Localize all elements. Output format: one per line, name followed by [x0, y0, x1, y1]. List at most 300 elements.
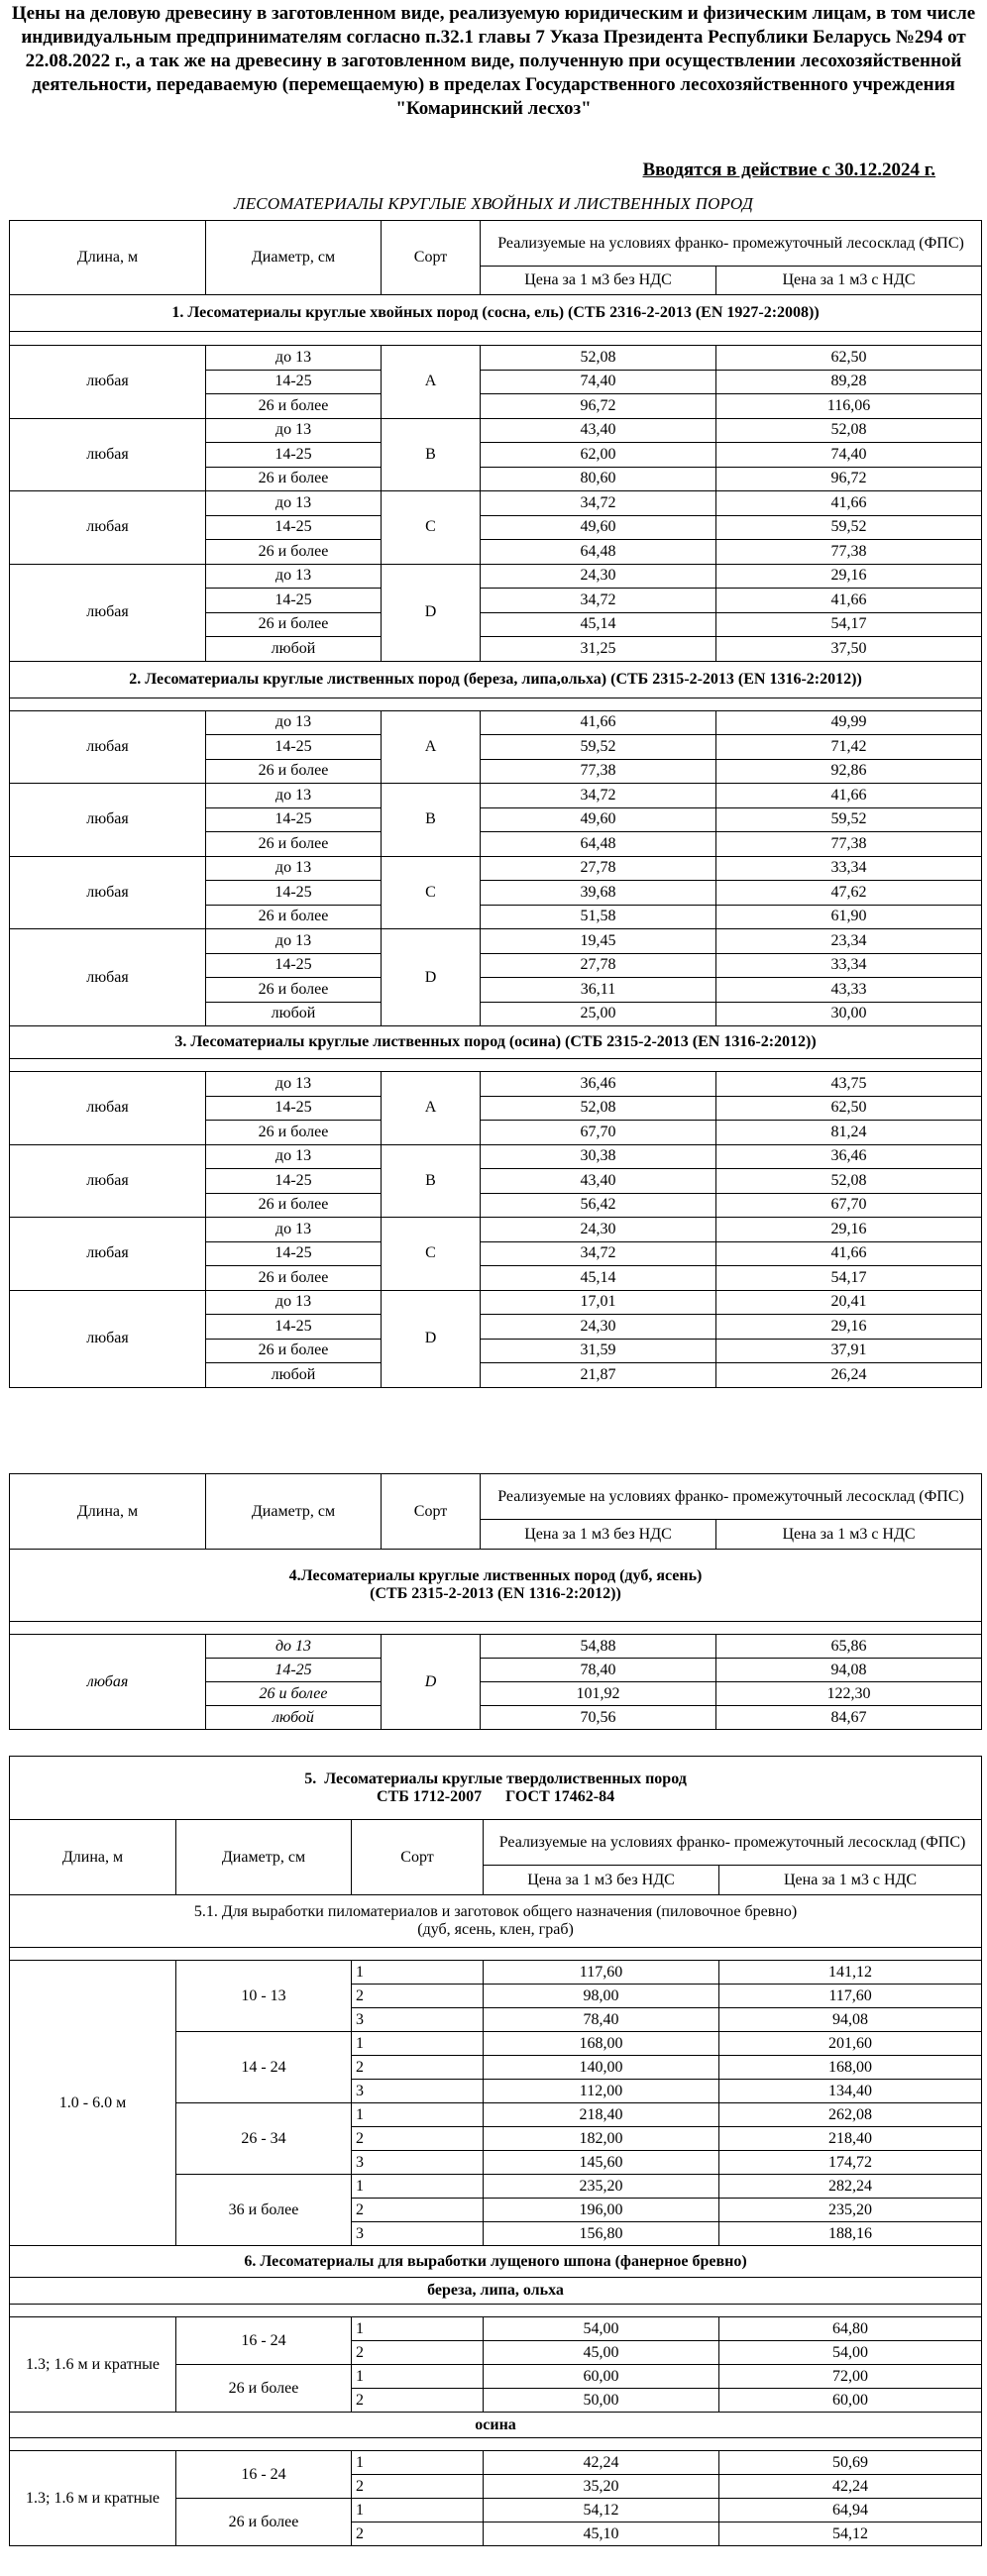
price-no-vat-cell: 168,00 [484, 2032, 719, 2056]
length-cell: любая [10, 710, 206, 784]
section-title-row [10, 1550, 982, 1622]
price-vat-cell: 41,66 [716, 491, 982, 516]
effective-date: Вводятся в действие с 30.12.2024 г. [642, 160, 935, 180]
price-row [10, 929, 982, 954]
section-5-1-title [10, 1895, 982, 1948]
grade-cell: 1 [352, 2451, 484, 2475]
grade-cell: B [382, 418, 481, 491]
header-row [10, 1474, 982, 1520]
header-price-vat: Цена за 1 м3 с НДС [716, 1520, 982, 1550]
price-row [10, 1635, 982, 1659]
price-row [10, 710, 982, 735]
price-no-vat-cell: 27,78 [481, 953, 716, 978]
species-row [10, 2278, 982, 2305]
price-vat-cell: 134,40 [719, 2080, 982, 2103]
price-row [10, 2317, 982, 2341]
price-vat-cell: 67,70 [716, 1193, 982, 1218]
diameter-cell: 14-25 [206, 1169, 382, 1194]
header-price-no-vat: Цена за 1 м3 без НДС [481, 1520, 716, 1550]
price-vat-cell: 42,24 [719, 2475, 982, 2499]
price-no-vat-cell: 52,08 [481, 346, 716, 371]
price-no-vat-cell: 45,10 [484, 2522, 719, 2546]
length-cell: любая [10, 1290, 206, 1387]
price-vat-cell: 84,67 [716, 1706, 982, 1730]
price-vat-cell: 201,60 [719, 2032, 982, 2056]
price-no-vat-cell: 34,72 [481, 1241, 716, 1266]
section-5-title-line2: СТБ 1712-2007 ГОСТ 17462-84 [376, 1787, 615, 1805]
section-title-row [10, 1757, 982, 1820]
price-no-vat-cell: 235,20 [484, 2175, 719, 2199]
price-vat-cell: 64,94 [719, 2499, 982, 2522]
diameter-cell: 14-25 [206, 881, 382, 906]
price-vat-cell: 43,75 [716, 1072, 982, 1097]
price-vat-cell: 54,17 [716, 1266, 982, 1291]
subsection-row [10, 1895, 982, 1948]
grade-cell: C [382, 1218, 481, 1291]
price-no-vat-cell: 78,40 [484, 2008, 719, 2032]
price-no-vat-cell: 156,80 [484, 2222, 719, 2246]
spacer-row [10, 1622, 982, 1635]
header-fps: Реализуемые на условиях франко- промежуточный лесосклад (ФПС) [481, 1474, 982, 1520]
section-5-title [10, 1757, 982, 1820]
grade-cell: D [382, 1290, 481, 1387]
species-label: береза, липа, ольха [10, 2278, 982, 2305]
header-length: Длина, м [10, 221, 206, 295]
diameter-cell: 14-25 [206, 735, 382, 760]
price-no-vat-cell: 35,20 [484, 2475, 719, 2499]
grade-cell: 2 [352, 2522, 484, 2546]
price-row [10, 1290, 982, 1315]
spacer-row [10, 332, 982, 346]
diameter-cell: любой [206, 1002, 382, 1026]
diameter-cell: 16 - 24 [176, 2451, 352, 2499]
price-vat-cell: 62,50 [716, 346, 982, 371]
diameter-cell: 14-25 [206, 443, 382, 468]
price-vat-cell: 54,17 [716, 612, 982, 637]
table-section-4 [9, 1473, 982, 1730]
grade-cell: 2 [352, 2127, 484, 2151]
price-no-vat-cell: 62,00 [481, 443, 716, 468]
price-no-vat-cell: 64,48 [481, 540, 716, 565]
price-vat-cell: 37,91 [716, 1339, 982, 1363]
price-row [10, 418, 982, 443]
price-vat-cell: 94,08 [716, 1659, 982, 1682]
diameter-cell: до 13 [206, 418, 382, 443]
spacer-row [10, 1948, 982, 1961]
length-cell: 1.0 - 6.0 м [10, 1961, 176, 2246]
grade-cell: 3 [352, 2151, 484, 2175]
price-vat-cell: 59,52 [716, 807, 982, 832]
price-no-vat-cell: 98,00 [484, 1985, 719, 2008]
price-no-vat-cell: 101,92 [481, 1682, 716, 1706]
price-no-vat-cell: 67,70 [481, 1121, 716, 1145]
length-cell: любая [10, 784, 206, 857]
species-row [10, 2413, 982, 2438]
price-no-vat-cell: 24,30 [481, 1315, 716, 1340]
section-5-1-line1: 5.1. Для выработки пиломатериалов и заготовок общего назначения (пиловочное бревно) [193, 1903, 798, 1921]
price-no-vat-cell: 39,68 [481, 881, 716, 906]
section-4-title [10, 1550, 982, 1622]
section-5-1-line2: (дуб, ясень, клен, граб) [417, 1921, 574, 1938]
grade-cell: 1 [352, 2317, 484, 2341]
header-price-no-vat: Цена за 1 м3 без НДС [481, 267, 716, 295]
table-sections-5-6 [9, 1756, 982, 2546]
price-row [10, 2451, 982, 2475]
price-vat-cell: 29,16 [716, 1218, 982, 1242]
price-vat-cell: 54,12 [719, 2522, 982, 2546]
grade-cell: 2 [352, 2056, 484, 2080]
spacer-cell [10, 1059, 982, 1072]
diameter-cell: 36 и более [176, 2175, 352, 2246]
header-price-vat: Цена за 1 м3 с НДС [719, 1866, 982, 1895]
header-grade: Сорт [382, 221, 481, 295]
price-vat-cell: 29,16 [716, 1315, 982, 1340]
price-no-vat-cell: 41,66 [481, 710, 716, 735]
price-vat-cell: 77,38 [716, 832, 982, 857]
header-length: Длина, м [10, 1474, 206, 1550]
price-row [10, 784, 982, 808]
price-vat-cell: 235,20 [719, 2199, 982, 2222]
grade-cell: B [382, 784, 481, 857]
spacer-cell [10, 332, 982, 346]
price-row [10, 1144, 982, 1169]
price-no-vat-cell: 80,60 [481, 467, 716, 491]
price-vat-cell: 37,50 [716, 637, 982, 662]
price-vat-cell: 92,86 [716, 759, 982, 784]
grade-cell: 2 [352, 2475, 484, 2499]
grade-cell: 2 [352, 1985, 484, 2008]
price-no-vat-cell: 45,14 [481, 612, 716, 637]
diameter-cell: до 13 [206, 929, 382, 954]
price-vat-cell: 59,52 [716, 515, 982, 540]
diameter-cell: 26 и более [206, 612, 382, 637]
price-vat-cell: 218,40 [719, 2127, 982, 2151]
grade-cell: 1 [352, 2103, 484, 2127]
price-no-vat-cell: 49,60 [481, 515, 716, 540]
spacer-cell [10, 698, 982, 710]
price-vat-cell: 188,16 [719, 2222, 982, 2246]
header-price-vat: Цена за 1 м3 с НДС [716, 267, 982, 295]
price-no-vat-cell: 17,01 [481, 1290, 716, 1315]
diameter-cell: до 13 [206, 1144, 382, 1169]
diameter-cell: до 13 [206, 564, 382, 589]
price-vat-cell: 54,00 [719, 2341, 982, 2365]
diameter-cell: 26 и более [206, 1266, 382, 1291]
price-no-vat-cell: 24,30 [481, 564, 716, 589]
price-no-vat-cell: 60,00 [484, 2365, 719, 2389]
grade-cell: 1 [352, 2365, 484, 2389]
diameter-cell: 26 и более [176, 2365, 352, 2413]
diameter-cell: 16 - 24 [176, 2317, 352, 2365]
price-no-vat-cell: 24,30 [481, 1218, 716, 1242]
price-no-vat-cell: 51,58 [481, 905, 716, 929]
price-vat-cell: 33,34 [716, 856, 982, 881]
document-title: Цены на деловую древесину в заготовленном виде, реализуемую юридическим и физическим лицам, в том числе индивидуальным предпринимателям согласно п.32.1 главы 7 Указа Президента Республики Беларусь №294 от 22.08.2022 г., а так же на древесину в заготовленном виде, полученную при осуществлении лесохозяйственной деятельности, передаваемую (перемещаемую) в пределах Государственного лесохозяйственного учреждения "Комаринский лесхоз" [11, 3, 976, 119]
price-row [10, 346, 982, 371]
header-diameter: Диаметр, см [206, 1474, 382, 1550]
diameter-cell: 14-25 [206, 807, 382, 832]
price-vat-cell: 117,60 [719, 1985, 982, 2008]
price-no-vat-cell: 45,14 [481, 1266, 716, 1291]
section-title-row [10, 2246, 982, 2278]
diameter-cell: 26 - 34 [176, 2103, 352, 2175]
diameter-cell: 26 и более [206, 978, 382, 1003]
price-vat-cell: 41,66 [716, 589, 982, 613]
price-no-vat-cell: 56,42 [481, 1193, 716, 1218]
header-diameter: Диаметр, см [176, 1820, 352, 1895]
price-vat-cell: 89,28 [716, 370, 982, 394]
price-no-vat-cell: 54,12 [484, 2499, 719, 2522]
price-no-vat-cell: 45,00 [484, 2341, 719, 2365]
price-vat-cell: 29,16 [716, 564, 982, 589]
price-vat-cell: 20,41 [716, 1290, 982, 1315]
diameter-cell: 10 - 13 [176, 1961, 352, 2032]
price-vat-cell: 49,99 [716, 710, 982, 735]
price-no-vat-cell: 218,40 [484, 2103, 719, 2127]
diameter-cell: до 13 [206, 491, 382, 516]
price-no-vat-cell: 42,24 [484, 2451, 719, 2475]
price-vat-cell: 41,66 [716, 1241, 982, 1266]
grade-cell: 2 [352, 2199, 484, 2222]
price-vat-cell: 262,08 [719, 2103, 982, 2127]
diameter-cell: до 13 [206, 1290, 382, 1315]
price-vat-cell: 62,50 [716, 1096, 982, 1121]
price-no-vat-cell: 74,40 [481, 370, 716, 394]
diameter-cell: 14-25 [206, 1096, 382, 1121]
price-vat-cell: 168,00 [719, 2056, 982, 2080]
diameter-cell: любой [206, 1706, 382, 1730]
section-5-title-line1: 5. Лесоматериалы круглые твердолиственных пород [304, 1770, 687, 1787]
price-no-vat-cell: 43,40 [481, 1169, 716, 1194]
grade-cell: 1 [352, 2499, 484, 2522]
price-no-vat-cell: 49,60 [481, 807, 716, 832]
price-vat-cell: 96,72 [716, 467, 982, 491]
price-no-vat-cell: 54,00 [484, 2317, 719, 2341]
price-no-vat-cell: 59,52 [481, 735, 716, 760]
diameter-cell: 26 и более [206, 394, 382, 419]
grade-cell: A [382, 346, 481, 419]
length-cell: 1.3; 1.6 м и кратные [10, 2451, 176, 2546]
grade-cell: D [382, 564, 481, 661]
price-vat-cell: 52,08 [716, 1169, 982, 1194]
price-row [10, 564, 982, 589]
price-vat-cell: 65,86 [716, 1635, 982, 1659]
price-no-vat-cell: 112,00 [484, 2080, 719, 2103]
species-label: осина [10, 2413, 982, 2438]
table-subtitle: ЛЕСОМАТЕРИАЛЫ КРУГЛЫЕ ХВОЙНЫХ И ЛИСТВЕННЫХ ПОРОД [233, 194, 753, 213]
grade-cell: 3 [352, 2008, 484, 2032]
diameter-cell: 26 и более [206, 1193, 382, 1218]
diameter-cell: до 13 [206, 1635, 382, 1659]
price-vat-cell: 282,24 [719, 2175, 982, 2199]
price-no-vat-cell: 70,56 [481, 1706, 716, 1730]
price-vat-cell: 33,34 [716, 953, 982, 978]
grade-cell: D [382, 929, 481, 1026]
price-row [10, 856, 982, 881]
grade-cell: 1 [352, 2175, 484, 2199]
diameter-cell: 14-25 [206, 1659, 382, 1682]
price-vat-cell: 50,69 [719, 2451, 982, 2475]
table-sections-1-3 [9, 220, 982, 1388]
price-no-vat-cell: 50,00 [484, 2389, 719, 2413]
price-no-vat-cell: 43,40 [481, 418, 716, 443]
price-no-vat-cell: 27,78 [481, 856, 716, 881]
diameter-cell: 26 и более [206, 1339, 382, 1363]
price-no-vat-cell: 25,00 [481, 1002, 716, 1026]
price-vat-cell: 71,42 [716, 735, 982, 760]
header-price-no-vat: Цена за 1 м3 без НДС [484, 1866, 719, 1895]
header-grade: Сорт [352, 1820, 484, 1895]
diameter-cell: любой [206, 1363, 382, 1388]
header-diameter: Диаметр, см [206, 221, 382, 295]
price-no-vat-cell: 52,08 [481, 1096, 716, 1121]
price-no-vat-cell: 34,72 [481, 491, 716, 516]
price-no-vat-cell: 31,25 [481, 637, 716, 662]
spacer-row [10, 1059, 982, 1072]
header-grade: Сорт [382, 1474, 481, 1550]
diameter-cell: до 13 [206, 784, 382, 808]
price-no-vat-cell: 140,00 [484, 2056, 719, 2080]
diameter-cell: 14-25 [206, 953, 382, 978]
price-no-vat-cell: 117,60 [484, 1961, 719, 1985]
length-cell: любая [10, 1218, 206, 1291]
price-row [10, 1961, 982, 1985]
price-vat-cell: 60,00 [719, 2389, 982, 2413]
diameter-cell: до 13 [206, 710, 382, 735]
spacer-cell [10, 2438, 982, 2451]
price-no-vat-cell: 30,38 [481, 1144, 716, 1169]
diameter-cell: 26 и более [206, 1682, 382, 1706]
diameter-cell: любой [206, 637, 382, 662]
grade-cell: 1 [352, 1961, 484, 1985]
price-no-vat-cell: 31,59 [481, 1339, 716, 1363]
spacer-cell [10, 2305, 982, 2317]
price-no-vat-cell: 36,11 [481, 978, 716, 1003]
price-vat-cell: 26,24 [716, 1363, 982, 1388]
price-vat-cell: 81,24 [716, 1121, 982, 1145]
spacer-cell [10, 1622, 982, 1635]
grade-cell: B [382, 1144, 481, 1218]
price-no-vat-cell: 64,48 [481, 832, 716, 857]
price-no-vat-cell: 78,40 [481, 1659, 716, 1682]
price-row [10, 1218, 982, 1242]
price-no-vat-cell: 34,72 [481, 589, 716, 613]
grade-cell: 2 [352, 2341, 484, 2365]
price-vat-cell: 64,80 [719, 2317, 982, 2341]
price-vat-cell: 52,08 [716, 418, 982, 443]
diameter-cell: 26 и более [206, 759, 382, 784]
price-vat-cell: 122,30 [716, 1682, 982, 1706]
diameter-cell: 14-25 [206, 1315, 382, 1340]
price-no-vat-cell: 196,00 [484, 2199, 719, 2222]
diameter-cell: до 13 [206, 1218, 382, 1242]
diameter-cell: 26 и более [206, 832, 382, 857]
length-cell: любая [10, 491, 206, 565]
header-row [10, 221, 982, 267]
header-row [10, 1820, 982, 1866]
price-vat-cell: 41,66 [716, 784, 982, 808]
price-no-vat-cell: 54,88 [481, 1635, 716, 1659]
spacer-cell [10, 1948, 982, 1961]
length-cell: любая [10, 564, 206, 661]
price-vat-cell: 43,33 [716, 978, 982, 1003]
section-4-title-line2: (СТБ 2315-2-2013 (EN 1316-2:2012)) [370, 1585, 621, 1602]
price-no-vat-cell: 77,38 [481, 759, 716, 784]
grade-cell: A [382, 1072, 481, 1145]
section-4-title-line1: 4.Лесоматериалы круглые лиственных пород (дуб, ясень) [288, 1567, 703, 1585]
section-title-row [10, 295, 982, 332]
price-vat-cell: 61,90 [716, 905, 982, 929]
grade-cell: C [382, 491, 481, 565]
section-title: 6. Лесоматериалы для выработки лущеного шпона (фанерное бревно) [10, 2246, 982, 2278]
price-vat-cell: 72,00 [719, 2365, 982, 2389]
grade-cell: 1 [352, 2032, 484, 2056]
length-cell: любая [10, 1072, 206, 1145]
diameter-cell: 26 и более [206, 1121, 382, 1145]
diameter-cell: 14-25 [206, 515, 382, 540]
grade-cell: D [382, 1635, 481, 1730]
price-vat-cell: 47,62 [716, 881, 982, 906]
price-vat-cell: 141,12 [719, 1961, 982, 1985]
price-vat-cell: 116,06 [716, 394, 982, 419]
diameter-cell: 26 и более [206, 467, 382, 491]
length-cell: любая [10, 346, 206, 419]
price-vat-cell: 30,00 [716, 1002, 982, 1026]
diameter-cell: 14 - 24 [176, 2032, 352, 2103]
price-row [10, 1072, 982, 1097]
diameter-cell: 26 и более [176, 2499, 352, 2546]
length-cell: любая [10, 1635, 206, 1730]
price-no-vat-cell: 36,46 [481, 1072, 716, 1097]
length-cell: любая [10, 418, 206, 491]
price-no-vat-cell: 19,45 [481, 929, 716, 954]
section-title-row [10, 1026, 982, 1059]
diameter-cell: 26 и более [206, 905, 382, 929]
price-row [10, 491, 982, 516]
header-length: Длина, м [10, 1820, 176, 1895]
section-title-row [10, 661, 982, 698]
diameter-cell: 26 и более [206, 540, 382, 565]
grade-cell: 2 [352, 2389, 484, 2413]
grade-cell: C [382, 856, 481, 929]
price-no-vat-cell: 182,00 [484, 2127, 719, 2151]
grade-cell: 3 [352, 2080, 484, 2103]
diameter-cell: до 13 [206, 1072, 382, 1097]
grade-cell: 3 [352, 2222, 484, 2246]
spacer-row [10, 2438, 982, 2451]
spacer-row [10, 2305, 982, 2317]
price-no-vat-cell: 21,87 [481, 1363, 716, 1388]
section-title: 1. Лесоматериалы круглые хвойных пород (сосна, ель) (СТБ 2316-2-2013 (EN 1927-2:2008)) [10, 295, 982, 332]
price-no-vat-cell: 96,72 [481, 394, 716, 419]
diameter-cell: до 13 [206, 346, 382, 371]
length-cell: любая [10, 856, 206, 929]
price-vat-cell: 77,38 [716, 540, 982, 565]
header-fps: Реализуемые на условиях франко- промежуточный лесосклад (ФПС) [481, 221, 982, 267]
diameter-cell: 14-25 [206, 589, 382, 613]
section-title: 3. Лесоматериалы круглые лиственных пород (осина) (СТБ 2315-2-2013 (EN 1316-2:2012)) [10, 1026, 982, 1059]
header-fps: Реализуемые на условиях франко- промежуточный лесосклад (ФПС) [484, 1820, 982, 1866]
diameter-cell: 14-25 [206, 370, 382, 394]
price-vat-cell: 23,34 [716, 929, 982, 954]
price-vat-cell: 36,46 [716, 1144, 982, 1169]
length-cell: любая [10, 1144, 206, 1218]
price-no-vat-cell: 145,60 [484, 2151, 719, 2175]
section-title: 2. Лесоматериалы круглые лиственных пород (береза, липа,ольха) (СТБ 2315-2-2013 (EN 1316-2:2012)) [10, 661, 982, 698]
price-no-vat-cell: 34,72 [481, 784, 716, 808]
diameter-cell: 14-25 [206, 1241, 382, 1266]
length-cell: любая [10, 929, 206, 1026]
